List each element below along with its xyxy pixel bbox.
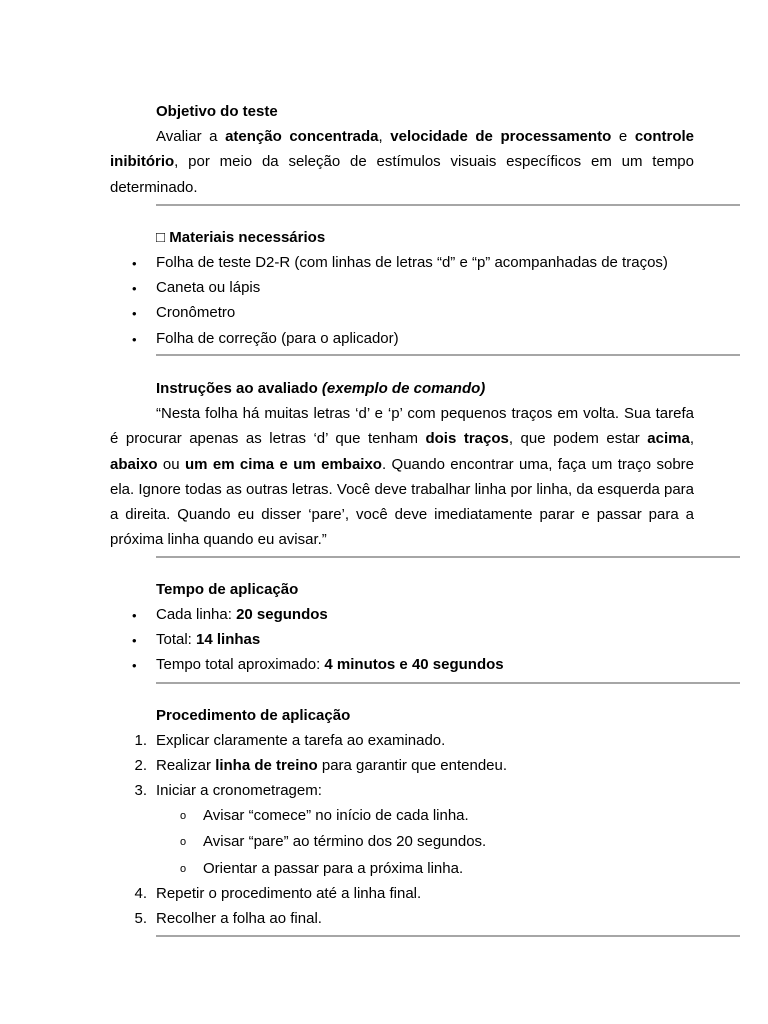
sub-list-item: Orientar a passar para a próxima linha. [203, 860, 464, 877]
bullet-icon: • [132, 608, 137, 623]
sub-bullet-icon: o [180, 810, 187, 822]
list-number: 1. [134, 732, 147, 749]
objetivo-paragraph: Avaliar a atenção concentrada, velocidade de processamento e controle inibitório, por meio da seleção de estímulos visuais específicos em um tempo determinado. [110, 128, 694, 196]
section-title-tempo: Tempo de aplicação [156, 581, 299, 598]
list-item: Realizar linha de treino para garantir que entendeu. [156, 757, 508, 774]
list-item: Folha de teste D2-R (com linhas de letras “d” e “p” acompanhadas de traços) [156, 254, 668, 271]
sub-list-item: Avisar “pare” ao término dos 20 segundos. [203, 833, 487, 850]
list-item: Caneta ou lápis [156, 279, 261, 296]
list-item: Iniciar a cronometragem: [156, 782, 322, 799]
bullet-icon: • [132, 281, 137, 296]
divider [156, 935, 740, 937]
section-title-objetivo: Objetivo do teste [156, 103, 278, 120]
sub-bullet-icon: o [180, 836, 187, 848]
sub-bullet-icon: o [180, 863, 187, 875]
list-number: 5. [134, 910, 147, 927]
bullet-icon: • [132, 332, 137, 347]
divider [156, 682, 740, 684]
list-number: 4. [134, 885, 147, 902]
section-title-procedimento: Procedimento de aplicação [156, 707, 351, 724]
list-item: Repetir o procedimento até a linha final. [156, 885, 422, 902]
list-item: Tempo total aproximado: 4 minutos e 40 segundos [156, 656, 504, 673]
bullet-icon: • [132, 658, 137, 673]
sub-list-item: Avisar “comece” no início de cada linha. [203, 807, 469, 824]
divider [156, 354, 740, 356]
instrucoes-paragraph: “Nesta folha há muitas letras ‘d’ e ‘p’ com pequenos traços em volta. Sua tarefa é procurar apenas as letras ‘d’ que tenham dois traços, que podem estar acima, abaixo ou um em cima e um embaixo. Quando encontrar uma, faça um traço sobre ela. Ignore todas as outras letras. Você deve trabalhar linha por linha, da esquerda para a direita. Quando eu disser ‘pare’, você deve imediatamente parar e passar para a próxima linha quando eu avisar.” [110, 405, 695, 549]
list-number: 3. [134, 782, 147, 799]
list-item: Explicar claramente a tarefa ao examinado. [156, 732, 446, 749]
list-item: Total: 14 linhas [156, 631, 261, 648]
bullet-icon: • [132, 306, 137, 321]
checkbox-icon: □ [156, 229, 166, 246]
list-item: Cada linha: 20 segundos [156, 606, 328, 623]
section-title-instrucoes: Instruções ao avaliado (exemplo de comando) [156, 380, 486, 397]
divider [156, 556, 740, 558]
divider [156, 204, 740, 206]
list-item: Cronômetro [156, 304, 236, 321]
bullet-icon: • [132, 633, 137, 648]
section-title-materiais: □ Materiais necessários [156, 229, 326, 246]
list-item: Folha de correção (para o aplicador) [156, 330, 399, 347]
bullet-icon: • [132, 256, 137, 271]
list-item: Recolher a folha ao final. [156, 910, 322, 927]
list-number: 2. [134, 757, 147, 774]
